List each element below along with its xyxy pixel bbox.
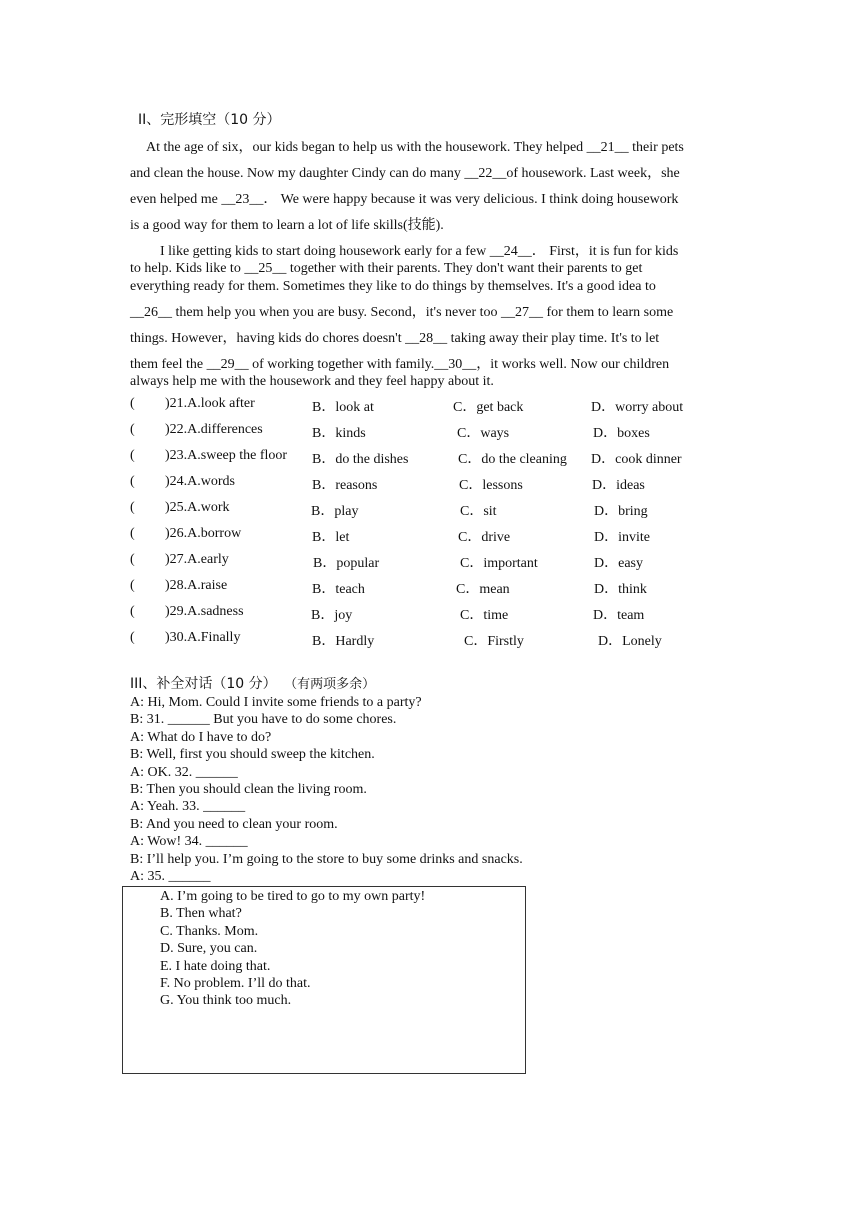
passage-line: everything ready for them. Sometimes they like to do things by themselves. It's a good idea to (130, 279, 656, 294)
option-a: )25.A.work (165, 500, 230, 515)
dialogue-line: A: Wow! 34. ______ (130, 834, 248, 850)
option-b: B．kinds (312, 426, 366, 441)
dialogue-line: B: I’ll help you. I’m going to the store to buy some drinks and snacks. (130, 851, 523, 867)
question-row-27 (130, 552, 730, 572)
option-c: C．important (460, 556, 538, 571)
answer-bracket[interactable]: ( (130, 422, 135, 437)
option-c: C．do the cleaning (458, 452, 567, 467)
answer-bracket[interactable]: ( (130, 630, 135, 645)
option-b: B．do the dishes (312, 452, 409, 467)
dialogue-line: B: Then you should clean the living room. (130, 782, 367, 798)
option-d: D．think (594, 582, 647, 597)
option-b: B．look at (312, 400, 374, 415)
passage-line: is a good way for them to learn a lot of life skills(技能). (130, 218, 444, 233)
question-row-25 (130, 500, 730, 520)
option-a: )29.A.sadness (165, 604, 244, 619)
option-b: B．reasons (312, 478, 378, 493)
dialogue-line: A: OK. 32. ______ (130, 764, 238, 780)
passage-paragraph-2 (130, 240, 730, 394)
option-b: B．joy (311, 608, 353, 623)
dialogue-line: B: And you need to clean your room. (130, 816, 338, 832)
answer-bracket[interactable]: ( (130, 500, 135, 515)
choice-item: G. You think too much. (160, 993, 292, 1009)
dialogue-line: B: 31. ______ But you have to do some chores. (130, 712, 397, 728)
question-row-23 (130, 448, 730, 468)
choice-item: F. No problem. I’ll do that. (160, 976, 311, 992)
option-d: D．team (593, 608, 645, 623)
passage-line: __26__ them help you when you are busy. Second，it's never too __27__ for them to learn some (130, 305, 674, 320)
option-d: D．cook dinner (591, 452, 682, 467)
option-c: C．mean (456, 582, 510, 597)
passage-line: even helped me __23__． We were happy because it was very delicious. I think doing housework (130, 192, 679, 207)
answer-bracket[interactable]: ( (130, 578, 135, 593)
option-d: D．worry about (591, 400, 684, 415)
option-b: B．let (312, 530, 350, 545)
option-a: )21.A.look after (165, 396, 255, 411)
question-row-21 (130, 396, 730, 416)
option-b: B．play (311, 504, 359, 519)
option-a: )27.A.early (165, 552, 229, 567)
option-c: C．get back (453, 400, 524, 415)
dialogue-line: A: 35. ______ (130, 869, 211, 885)
question-row-28 (130, 578, 730, 598)
option-c: C．drive (458, 530, 511, 545)
section-3-title: III、补全对话（10 分） (130, 676, 277, 692)
option-a: )28.A.raise (165, 578, 228, 593)
answer-bracket[interactable]: ( (130, 448, 135, 463)
question-row-26 (130, 526, 730, 546)
option-d: D．invite (594, 530, 650, 545)
question-row-22 (130, 422, 730, 442)
answer-bracket[interactable]: ( (130, 526, 135, 541)
question-row-29 (130, 604, 730, 624)
option-b: B．popular (313, 556, 380, 571)
passage-line: and clean the house. Now my daughter Cindy can do many __22__of housework. Last week，she (130, 166, 680, 181)
dialogue-line: A: Yeah. 33. ______ (130, 799, 246, 815)
option-b: B．teach (312, 582, 365, 597)
passage-paragraph-1 (130, 136, 730, 240)
section-2-title: II、完形填空（10 分） (138, 112, 281, 128)
option-d: D．bring (594, 504, 648, 519)
choice-item: E. I hate doing that. (160, 958, 271, 974)
option-c: C．sit (460, 504, 497, 519)
option-d: D．Lonely (598, 634, 662, 649)
choice-item: B. Then what? (160, 906, 242, 922)
answer-bracket[interactable]: ( (130, 604, 135, 619)
option-a: )24.A.words (165, 474, 235, 489)
option-a: )23.A.sweep the floor (165, 448, 288, 463)
answer-bracket[interactable]: ( (130, 474, 135, 489)
passage-line: At the age of six，our kids began to help us with the housework. They helped __21__ their pets (146, 140, 684, 155)
passage-line: them feel the __29__ of working together with family.__30__，it works well. Now our children (130, 357, 670, 372)
dialogue-line: A: What do I have to do? (130, 729, 272, 745)
question-row-24 (130, 474, 730, 494)
answer-bracket[interactable]: ( (130, 552, 135, 567)
option-c: C．lessons (459, 478, 523, 493)
choice-item: C. Thanks. Mom. (160, 923, 259, 939)
option-d: D．boxes (593, 426, 650, 441)
option-d: D．easy (594, 556, 643, 571)
option-b: B．Hardly (312, 634, 375, 649)
dialogue-line: B: Well, first you should sweep the kitchen. (130, 747, 375, 763)
option-a: )22.A.differences (165, 422, 263, 437)
answer-bracket[interactable]: ( (130, 396, 135, 411)
option-a: )30.A.Finally (165, 630, 241, 645)
passage-line: to help. Kids like to __25__ together with their parents. They don't want their parents to get (130, 261, 643, 276)
option-c: C．time (460, 608, 509, 623)
passage-line: things. However，having kids do chores doesn't __28__ taking away their play time. It's to let (130, 331, 660, 346)
passage-line: I like getting kids to start doing housework early for a few __24__． First，it is fun for kids (160, 244, 679, 259)
section-3-header (130, 673, 375, 693)
choices-box (122, 886, 526, 1074)
choice-item: D. Sure, you can. (160, 941, 258, 957)
dialogue-line: A: Hi, Mom. Could I invite some friends to a party? (130, 695, 422, 710)
choice-item: A. I’m going to be tired to go to my own party! (160, 889, 426, 904)
option-a: )26.A.borrow (165, 526, 242, 541)
option-d: D．ideas (592, 478, 645, 493)
option-c: C．Firstly (464, 634, 524, 649)
dialogue (130, 694, 523, 885)
option-c: C．ways (457, 426, 510, 441)
passage-line: always help me with the housework and they feel happy about it. (130, 374, 494, 389)
question-row-30 (130, 630, 730, 650)
section-3-note: （有两项多余） (284, 677, 376, 692)
choices-list (160, 888, 425, 1010)
